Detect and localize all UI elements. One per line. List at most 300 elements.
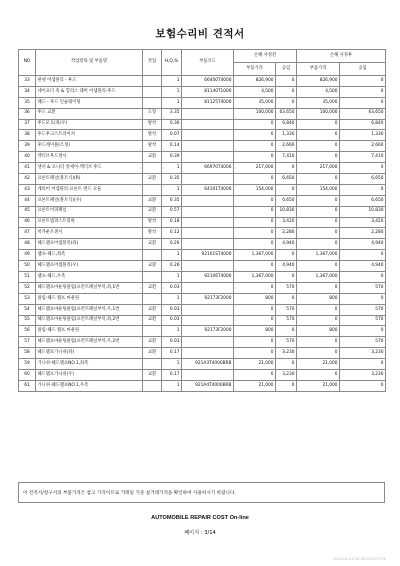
row-before-part-price: 100,000 bbox=[234, 108, 276, 119]
row-work bbox=[143, 86, 162, 97]
table-row bbox=[19, 97, 386, 108]
table-row bbox=[19, 261, 386, 272]
row-item-name: 프론트범퍼스트럿바 bbox=[36, 217, 143, 228]
row-item-name: 패드 - 후드 인슐레이팅 bbox=[36, 97, 143, 108]
row-work bbox=[143, 163, 162, 174]
row-work bbox=[143, 97, 162, 108]
row-part-code bbox=[182, 119, 234, 130]
row-after-part-price: 0 bbox=[297, 228, 340, 239]
row-after-labor: 0 bbox=[340, 326, 386, 337]
row-after-part-price: 800 bbox=[297, 326, 340, 337]
row-no: 47 bbox=[19, 228, 36, 239]
row-before-part-price: 154,000 bbox=[234, 184, 276, 195]
row-item-name: 가니쉬-헤드램프NO.1,우측 bbox=[36, 380, 143, 391]
row-hq: 1 bbox=[162, 86, 182, 97]
row-item-name: 램프-헤드,좌측 bbox=[36, 250, 143, 261]
row-work: 탈착 bbox=[143, 119, 162, 130]
header-before: 손해 사정전 bbox=[234, 50, 297, 63]
row-before-labor: 2,660 bbox=[276, 141, 297, 152]
row-after-labor: 0 bbox=[340, 97, 386, 108]
row-after-part-price: 0 bbox=[297, 141, 340, 152]
row-before-labor: 3,420 bbox=[276, 217, 297, 228]
row-hq: 1 bbox=[162, 184, 182, 195]
row-hq: 1 bbox=[162, 163, 182, 174]
row-item-name: 세이프티 훅 & 힐리스 레버 어셈블리-후드 bbox=[36, 86, 143, 97]
row-after-labor: 7,410 bbox=[340, 152, 386, 163]
row-before-labor: 0 bbox=[276, 86, 297, 97]
row-item-name: 캐리어 어셈블리-프론트 엔드 모듈 bbox=[36, 184, 143, 195]
row-before-part-price: 0 bbox=[234, 195, 276, 206]
row-before-part-price: 800 bbox=[234, 326, 276, 337]
row-no: 33 bbox=[19, 76, 36, 87]
header-before-part-price: 부품가격 bbox=[234, 63, 276, 76]
row-no: 38 bbox=[19, 130, 36, 141]
row-after-labor: 0 bbox=[340, 184, 386, 195]
row-item-name: 판넬 어셈블리 - 후드 bbox=[36, 76, 143, 87]
row-part-code bbox=[182, 206, 234, 217]
row-no: 57 bbox=[19, 337, 36, 348]
row-part-code bbox=[182, 348, 234, 359]
row-part-code bbox=[182, 315, 234, 326]
row-after-labor: 4,940 bbox=[340, 239, 386, 250]
row-after-part-price: 0 bbox=[297, 337, 340, 348]
row-no: 53 bbox=[19, 293, 36, 304]
row-item-name: 헤드램프어셈블리(좌) bbox=[36, 239, 143, 250]
row-no: 60 bbox=[19, 370, 36, 381]
row-item-name: 후드 교환 bbox=[36, 108, 143, 119]
row-before-labor: 4,940 bbox=[276, 261, 297, 272]
row-part-code bbox=[182, 261, 234, 272]
row-before-part-price: 0 bbox=[234, 337, 276, 348]
row-after-labor: 0 bbox=[340, 76, 386, 87]
row-before-part-price: 4,500 bbox=[234, 86, 276, 97]
table-row bbox=[19, 141, 386, 152]
row-work bbox=[143, 293, 162, 304]
row-hq: 0.03 bbox=[162, 337, 182, 348]
row-after-labor: 570 bbox=[340, 337, 386, 348]
row-before-labor: 6,840 bbox=[276, 119, 297, 130]
row-work: 교환 bbox=[143, 337, 162, 348]
row-after-labor: 2,660 bbox=[340, 141, 386, 152]
row-after-part-price: 21,000 bbox=[297, 359, 340, 370]
row-no: 42 bbox=[19, 174, 36, 185]
row-part-code: 92173F2000 bbox=[182, 326, 234, 337]
row-item-name: 엑티브후드센서 bbox=[36, 152, 143, 163]
row-before-labor: 6,650 bbox=[276, 174, 297, 185]
row-before-labor: 0 bbox=[276, 250, 297, 261]
row-work: 탈착 bbox=[143, 130, 162, 141]
row-after-labor: 0 bbox=[340, 293, 386, 304]
row-after-part-price: 4,500 bbox=[297, 86, 340, 97]
row-no: 50 bbox=[19, 261, 36, 272]
row-after-labor: 0 bbox=[340, 359, 386, 370]
row-hq: 0.39 bbox=[162, 152, 182, 163]
row-hq: 0.26 bbox=[162, 261, 182, 272]
row-before-part-price: 0 bbox=[234, 370, 276, 381]
row-no: 59 bbox=[19, 359, 36, 370]
row-no: 56 bbox=[19, 326, 36, 337]
row-part-code bbox=[182, 195, 234, 206]
row-work bbox=[143, 76, 162, 87]
header-after: 손해 사정후 bbox=[297, 50, 386, 63]
row-before-labor: 0 bbox=[276, 163, 297, 174]
row-before-part-price: 35,000 bbox=[234, 97, 276, 108]
row-work: 교환 bbox=[143, 152, 162, 163]
row-work: 도장 bbox=[143, 108, 162, 119]
row-no: 46 bbox=[19, 217, 36, 228]
row-part-code: 92101ST4000 bbox=[182, 250, 234, 261]
row-no: 40 bbox=[19, 152, 36, 163]
row-after-part-price: 35,000 bbox=[297, 97, 340, 108]
row-after-labor: 63,650 bbox=[340, 108, 386, 119]
row-hq: 0.35 bbox=[162, 195, 182, 206]
header-part-code: 부품코드 bbox=[182, 50, 234, 76]
row-hq: 0.18 bbox=[162, 217, 182, 228]
row-before-labor: 0 bbox=[276, 359, 297, 370]
row-item-name: 헤드램프가니쉬(좌) bbox=[36, 348, 143, 359]
row-part-code bbox=[182, 228, 234, 239]
row-before-labor: 63,650 bbox=[276, 108, 297, 119]
table-row bbox=[19, 195, 386, 206]
table-row bbox=[19, 337, 386, 348]
row-part-code bbox=[182, 304, 234, 315]
row-before-labor: 570 bbox=[276, 315, 297, 326]
row-no: 61 bbox=[19, 380, 36, 391]
row-after-labor: 3,230 bbox=[340, 370, 386, 381]
row-work: 교환 bbox=[143, 239, 162, 250]
row-hq: 0.36 bbox=[162, 119, 182, 130]
row-no: 37 bbox=[19, 119, 36, 130]
row-part-code bbox=[182, 217, 234, 228]
row-before-part-price: 826,900 bbox=[234, 76, 276, 87]
row-hq: 1 bbox=[162, 272, 182, 283]
row-item-name: 클립-헤드 램프 마운팅 bbox=[36, 326, 143, 337]
row-before-part-price: 0 bbox=[234, 141, 276, 152]
row-before-labor: 6,650 bbox=[276, 195, 297, 206]
row-item-name: 헤드램프마운팅클립(프런트패널부착,좌,2번 bbox=[36, 315, 143, 326]
row-before-labor: 0 bbox=[276, 326, 297, 337]
row-before-labor: 0 bbox=[276, 76, 297, 87]
row-after-labor: 6,840 bbox=[340, 119, 386, 130]
table-row bbox=[19, 370, 386, 381]
row-no: 51 bbox=[19, 272, 36, 283]
row-hq: 1 bbox=[162, 359, 182, 370]
table-row bbox=[19, 130, 386, 141]
row-part-code: 921A3T4000BRB bbox=[182, 359, 234, 370]
row-work: 교환 bbox=[143, 261, 162, 272]
row-before-part-price: 217,000 bbox=[234, 163, 276, 174]
row-before-labor: 3,230 bbox=[276, 348, 297, 359]
row-after-labor: 3,420 bbox=[340, 217, 386, 228]
row-work: 교환 bbox=[143, 315, 162, 326]
footer-title: AUTOMOBILE REPAIR COST On-line bbox=[151, 515, 249, 521]
row-after-part-price: 0 bbox=[297, 119, 340, 130]
row-item-name: 히카운트센서 bbox=[36, 228, 143, 239]
row-before-labor: 1,330 bbox=[276, 130, 297, 141]
row-part-code bbox=[182, 130, 234, 141]
row-work bbox=[143, 326, 162, 337]
row-before-labor: 7,410 bbox=[276, 152, 297, 163]
table-row bbox=[19, 348, 386, 359]
row-hq: 0.26 bbox=[162, 239, 182, 250]
row-part-code bbox=[182, 337, 234, 348]
row-before-part-price: 0 bbox=[234, 239, 276, 250]
row-no: 41 bbox=[19, 163, 36, 174]
row-part-code bbox=[182, 282, 234, 293]
row-after-part-price: 0 bbox=[297, 130, 340, 141]
header-work: 작업 bbox=[143, 50, 162, 76]
row-after-part-price: 0 bbox=[297, 282, 340, 293]
row-after-labor: 0 bbox=[340, 380, 386, 391]
row-after-labor: 4,940 bbox=[340, 261, 386, 272]
row-after-labor: 0 bbox=[340, 272, 386, 283]
row-after-part-price: 1,367,000 bbox=[297, 272, 340, 283]
row-before-part-price: 0 bbox=[234, 315, 276, 326]
row-after-part-price: 0 bbox=[297, 348, 340, 359]
row-before-part-price: 0 bbox=[234, 152, 276, 163]
row-work: 탈착 bbox=[143, 217, 162, 228]
row-no: 54 bbox=[19, 304, 36, 315]
row-item-name: 프론트어퍼패널 bbox=[36, 206, 143, 217]
row-after-labor: 6,650 bbox=[340, 174, 386, 185]
row-no: 45 bbox=[19, 206, 36, 217]
row-before-part-price: 0 bbox=[234, 217, 276, 228]
row-work: 교환 bbox=[143, 370, 162, 381]
row-no: 39 bbox=[19, 141, 36, 152]
header-item: 작업항목 및 부품명 bbox=[36, 50, 143, 76]
row-after-labor: 0 bbox=[340, 163, 386, 174]
row-before-part-price: 0 bbox=[234, 228, 276, 239]
row-after-part-price: 0 bbox=[297, 261, 340, 272]
row-before-part-price: 21,000 bbox=[234, 380, 276, 391]
row-before-labor: 0 bbox=[276, 380, 297, 391]
row-before-labor: 570 bbox=[276, 282, 297, 293]
row-item-name: 헤드램프마운팅클립(프런트패널부착,좌,1번 bbox=[36, 282, 143, 293]
row-item-name: 센서 & 모니터 앗세이-액티브 후드 bbox=[36, 163, 143, 174]
row-hq: 0.03 bbox=[162, 304, 182, 315]
row-item-name: 후드케이블(조정) bbox=[36, 141, 143, 152]
row-after-labor: 0 bbox=[340, 250, 386, 261]
row-work: 교환 bbox=[143, 206, 162, 217]
row-part-code bbox=[182, 239, 234, 250]
row-after-part-price: 0 bbox=[297, 239, 340, 250]
row-before-labor: 0 bbox=[276, 184, 297, 195]
row-no: 52 bbox=[19, 282, 36, 293]
header-after-part-price: 부품가격 bbox=[297, 63, 340, 76]
table-row bbox=[19, 272, 386, 283]
row-before-labor: 10,830 bbox=[276, 206, 297, 217]
row-before-part-price: 0 bbox=[234, 130, 276, 141]
table-row bbox=[19, 380, 386, 391]
row-work: 교환 bbox=[143, 348, 162, 359]
row-item-name: 클립-헤드 램프 마운팅 bbox=[36, 293, 143, 304]
print-timestamp: 2024-01-15 10:28:04 871732 bbox=[332, 557, 386, 561]
row-work bbox=[143, 272, 162, 283]
row-work bbox=[143, 359, 162, 370]
row-part-code bbox=[182, 152, 234, 163]
row-part-code: 64101T4000 bbox=[182, 184, 234, 195]
row-after-labor: 0 bbox=[340, 86, 386, 97]
document-title: 보험수리비 견적서 bbox=[155, 28, 245, 40]
table-header bbox=[19, 50, 386, 76]
row-before-part-price: 0 bbox=[234, 282, 276, 293]
row-hq: 0.35 bbox=[162, 174, 182, 185]
page-number: 페이지 : 3/14 bbox=[184, 530, 216, 536]
row-after-part-price: 826,900 bbox=[297, 76, 340, 87]
row-hq: 0.07 bbox=[162, 130, 182, 141]
header-no: NO bbox=[19, 50, 36, 76]
row-hq: 1 bbox=[162, 250, 182, 261]
table-row bbox=[19, 315, 386, 326]
table-row bbox=[19, 217, 386, 228]
table-row bbox=[19, 326, 386, 337]
row-part-code: 92173F2000 bbox=[182, 293, 234, 304]
row-after-part-price: 154,000 bbox=[297, 184, 340, 195]
row-hq: 1 bbox=[162, 97, 182, 108]
row-part-code: 66400T4000 bbox=[182, 76, 234, 87]
row-part-code bbox=[182, 141, 234, 152]
row-after-part-price: 0 bbox=[297, 174, 340, 185]
table-row bbox=[19, 76, 386, 87]
table-body bbox=[19, 76, 386, 392]
table-row bbox=[19, 282, 386, 293]
row-item-name: 프론트패널(볼트식)(R) bbox=[36, 174, 143, 185]
row-before-part-price: 21,000 bbox=[234, 359, 276, 370]
row-after-part-price: 217,000 bbox=[297, 163, 340, 174]
row-item-name: 헤드램프가니쉬(우) bbox=[36, 370, 143, 381]
row-after-part-price: 0 bbox=[297, 315, 340, 326]
row-work: 교환 bbox=[143, 304, 162, 315]
row-item-name: 램프-헤드,우측 bbox=[36, 272, 143, 283]
row-before-labor: 0 bbox=[276, 97, 297, 108]
row-before-labor: 0 bbox=[276, 272, 297, 283]
row-hq: 0.12 bbox=[162, 228, 182, 239]
row-no: 36 bbox=[19, 108, 36, 119]
row-before-part-price: 0 bbox=[234, 206, 276, 217]
row-after-labor: 570 bbox=[340, 304, 386, 315]
row-hq: 0.17 bbox=[162, 370, 182, 381]
table-row bbox=[19, 359, 386, 370]
row-after-labor: 10,830 bbox=[340, 206, 386, 217]
row-hq: 0.17 bbox=[162, 348, 182, 359]
row-before-part-price: 800 bbox=[234, 293, 276, 304]
row-no: 34 bbox=[19, 86, 36, 97]
row-after-part-price: 0 bbox=[297, 195, 340, 206]
row-hq: 1 bbox=[162, 380, 182, 391]
row-hq: 0.03 bbox=[162, 315, 182, 326]
row-hq: 0.14 bbox=[162, 141, 182, 152]
row-work: 탈착 bbox=[143, 141, 162, 152]
table-row bbox=[19, 184, 386, 195]
row-hq: 3.35 bbox=[162, 108, 182, 119]
header-after-labor: 공임 bbox=[340, 63, 386, 76]
row-before-labor: 2,280 bbox=[276, 228, 297, 239]
row-no: 55 bbox=[19, 315, 36, 326]
row-no: 58 bbox=[19, 348, 36, 359]
row-after-part-price: 0 bbox=[297, 152, 340, 163]
table-row bbox=[19, 206, 386, 217]
row-item-name: 헤드램프어셈블리(우) bbox=[36, 261, 143, 272]
row-after-part-price: 1,367,000 bbox=[297, 250, 340, 261]
row-hq: 0.57 bbox=[162, 206, 182, 217]
price-notice: 이 견적서/청구서의 부품가격은 참고 가격이므로 거래일 기준 실거래가격을 확인하여 사용하시기 바랍니다. bbox=[18, 482, 385, 503]
row-work bbox=[143, 184, 162, 195]
row-hq: 1 bbox=[162, 293, 182, 304]
row-hq: 1 bbox=[162, 326, 182, 337]
row-part-code: 81140T1000 bbox=[182, 86, 234, 97]
table-row bbox=[19, 86, 386, 97]
row-no: 35 bbox=[19, 97, 36, 108]
row-before-part-price: 0 bbox=[234, 304, 276, 315]
row-after-labor: 570 bbox=[340, 315, 386, 326]
row-after-part-price: 0 bbox=[297, 206, 340, 217]
row-work: 탈착 bbox=[143, 228, 162, 239]
row-before-labor: 4,940 bbox=[276, 239, 297, 250]
table-row bbox=[19, 108, 386, 119]
row-before-labor: 0 bbox=[276, 293, 297, 304]
row-item-name: 가니쉬-헤드램프NO.1,좌측 bbox=[36, 359, 143, 370]
table-row bbox=[19, 228, 386, 239]
row-after-part-price: 0 bbox=[297, 304, 340, 315]
row-after-part-price: 21,000 bbox=[297, 380, 340, 391]
row-hq: 0.03 bbox=[162, 282, 182, 293]
row-part-code bbox=[182, 108, 234, 119]
row-after-labor: 2,280 bbox=[340, 228, 386, 239]
row-work: 교환 bbox=[143, 174, 162, 185]
table-row bbox=[19, 239, 386, 250]
row-before-labor: 3,230 bbox=[276, 370, 297, 381]
row-before-part-price: 0 bbox=[234, 174, 276, 185]
row-before-part-price: 1,367,000 bbox=[234, 250, 276, 261]
table-row bbox=[19, 119, 386, 130]
table-row bbox=[19, 174, 386, 185]
row-after-labor: 3,230 bbox=[340, 348, 386, 359]
row-before-part-price: 0 bbox=[234, 348, 276, 359]
row-no: 48 bbox=[19, 239, 36, 250]
row-item-name: 헤드램프마운팅클립(프런트패널부착,우,2번 bbox=[36, 337, 143, 348]
row-before-part-price: 0 bbox=[234, 261, 276, 272]
row-part-code bbox=[182, 370, 234, 381]
row-no: 43 bbox=[19, 184, 36, 195]
row-item-name: 헤드램프마운팅클립(프런트패널부착,우,1번 bbox=[36, 304, 143, 315]
table-row bbox=[19, 293, 386, 304]
table-row bbox=[19, 250, 386, 261]
row-item-name: 후드후크스트라이커 bbox=[36, 130, 143, 141]
row-no: 49 bbox=[19, 250, 36, 261]
table-row bbox=[19, 163, 386, 174]
row-work: 교환 bbox=[143, 195, 162, 206]
row-work: 교환 bbox=[143, 282, 162, 293]
table-row bbox=[19, 304, 386, 315]
row-item-name: 후드모으(좌/우) bbox=[36, 119, 143, 130]
row-before-labor: 570 bbox=[276, 337, 297, 348]
row-after-labor: 1,330 bbox=[340, 130, 386, 141]
row-part-code: 81125T4000 bbox=[182, 97, 234, 108]
row-after-part-price: 100,000 bbox=[297, 108, 340, 119]
row-work bbox=[143, 250, 162, 261]
header-hq: H,Q,% bbox=[162, 50, 182, 76]
row-before-part-price: 0 bbox=[234, 119, 276, 130]
row-part-code: 66970T4000 bbox=[182, 163, 234, 174]
row-hq: 1 bbox=[162, 76, 182, 87]
row-item-name: 프론트패널(볼트식)(우) bbox=[36, 195, 143, 206]
row-work bbox=[143, 380, 162, 391]
row-after-part-price: 0 bbox=[297, 370, 340, 381]
row-part-code: 92106T4000 bbox=[182, 272, 234, 283]
row-after-labor: 6,650 bbox=[340, 195, 386, 206]
row-before-labor: 570 bbox=[276, 304, 297, 315]
row-before-part-price: 1,367,000 bbox=[234, 272, 276, 283]
